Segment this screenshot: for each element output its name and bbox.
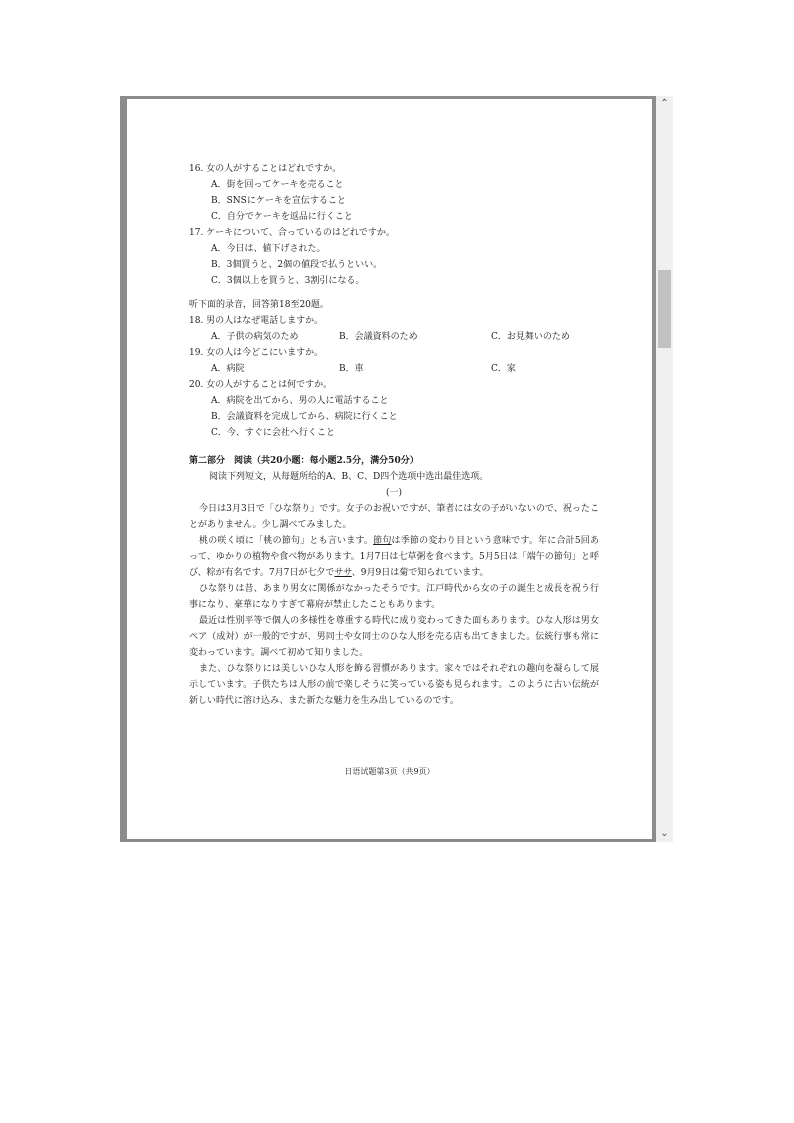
- scroll-up-icon[interactable]: ⌃: [660, 98, 669, 109]
- passage-paragraph-2: [189, 533, 599, 581]
- option-b: B．会議資料のため: [339, 332, 418, 342]
- listening-instruction: 听下面的录音，回答第18至20题。: [189, 300, 329, 310]
- option-c: C．自分でケーキを返品に行くこと: [211, 212, 353, 222]
- option-a: A．街を回ってケーキを売ること: [211, 180, 344, 190]
- underlined-term: ササ: [334, 568, 352, 578]
- passage-number: (一): [385, 488, 403, 498]
- passage-paragraph-3: ひな祭りは昔、あまり男女に関係がなかったそうです。江戸時代から女の子の誕生と成長を祝う行事になり、豪華になりすぎて幕府が禁止したこともあります。: [189, 584, 599, 610]
- question-17: [189, 225, 599, 289]
- option-a: A．子供の病気のため: [211, 332, 299, 342]
- passage-paragraph-1: 今日は3月3日で「ひな祭り」です。女子のお祝いですが、筆者には女の子がいないので、祝ったことがありません。少し調べてみました。: [189, 504, 599, 530]
- option-a: A．今日は、値下げされた。: [211, 244, 326, 254]
- option-c: C．お見舞いのため: [491, 332, 570, 342]
- option-b: B．車: [339, 364, 364, 374]
- underlined-term: 節句: [373, 536, 392, 546]
- question-16: [189, 161, 599, 225]
- page-footer: 日语试题第3页（共9页）: [344, 767, 435, 776]
- option-b: B．SNSにケーキを宣伝すること: [211, 196, 346, 206]
- scrollbar-thumb[interactable]: [658, 270, 671, 348]
- paragraph-text: 桃の咲く頃に「桃の節句」とも言います。: [199, 536, 374, 546]
- question-text: 18. 男の人はなぜ電話しますか。: [189, 316, 324, 326]
- question-text: 19. 女の人は今どこにいますか。: [189, 348, 324, 358]
- document-viewer: [120, 96, 673, 842]
- section-heading: 第二部分 阅读（共20小题：每小题2.5分，满分50分）: [189, 456, 419, 466]
- paragraph-text: は季節の変わり目という意味です。年に合計5回あって、ゆかりの植物や食べ物があります。1月7日は七草粥を食べます。5月5日は「端午の節句」と呼び、粽が有名です。7月7日が七夕で: [189, 536, 599, 578]
- option-c: C．家: [491, 364, 516, 374]
- option-b: B．会議資料を完成してから、病院に行くこと: [211, 412, 398, 422]
- document-page: [127, 99, 652, 839]
- question-20: [189, 377, 599, 441]
- option-b: B．3個買うと、2個の値段で払うといい。: [211, 260, 383, 270]
- vertical-scrollbar[interactable]: [656, 96, 673, 842]
- page-content: [189, 161, 599, 709]
- section-instruction: 阅读下列短文，从每题所给的A、B、C、D四个选项中选出最佳选项。: [209, 472, 489, 482]
- question-text: 20. 女の人がすることは何ですか。: [189, 380, 333, 390]
- question-18: [189, 313, 599, 345]
- options-row: [189, 329, 599, 345]
- option-c: C．3個以上を買うと、3割引になる。: [211, 276, 365, 286]
- question-19: [189, 345, 599, 377]
- scroll-down-icon[interactable]: ⌄: [660, 828, 669, 839]
- paragraph-text: 、9月9日は菊で知られています。: [351, 568, 489, 578]
- question-text: 16. 女の人がすることはどれですか。: [189, 164, 342, 174]
- option-a: A．病院を出てから、男の人に電話すること: [211, 396, 389, 406]
- question-text: 17. ケーキについて、合っているのはどれですか。: [189, 228, 395, 238]
- option-a: A．病院: [211, 364, 245, 374]
- options-row: [189, 361, 599, 377]
- option-c: C．今、すぐに会社へ行くこと: [211, 428, 335, 438]
- passage-paragraph-4: 最近は性別平等で個人の多様性を尊重する時代に成り変わってきた面もあります。ひな人形は男女ペア（成対）が一般的ですが、男同士や女同士のひな人形を売る店も出てきました。伝統行事も常に変わっています。調べて初めて知りました。: [189, 616, 599, 658]
- passage-paragraph-5: また、ひな祭りには美しいひな人形を飾る習慣があります。家々ではそれぞれの趣向を凝らして展示しています。子供たちは人形の前で楽しそうに笑っている姿も見られます。このように古い伝統が新しい時代に溶け込み、また新たな魅力を生み出しているのです。: [189, 664, 599, 706]
